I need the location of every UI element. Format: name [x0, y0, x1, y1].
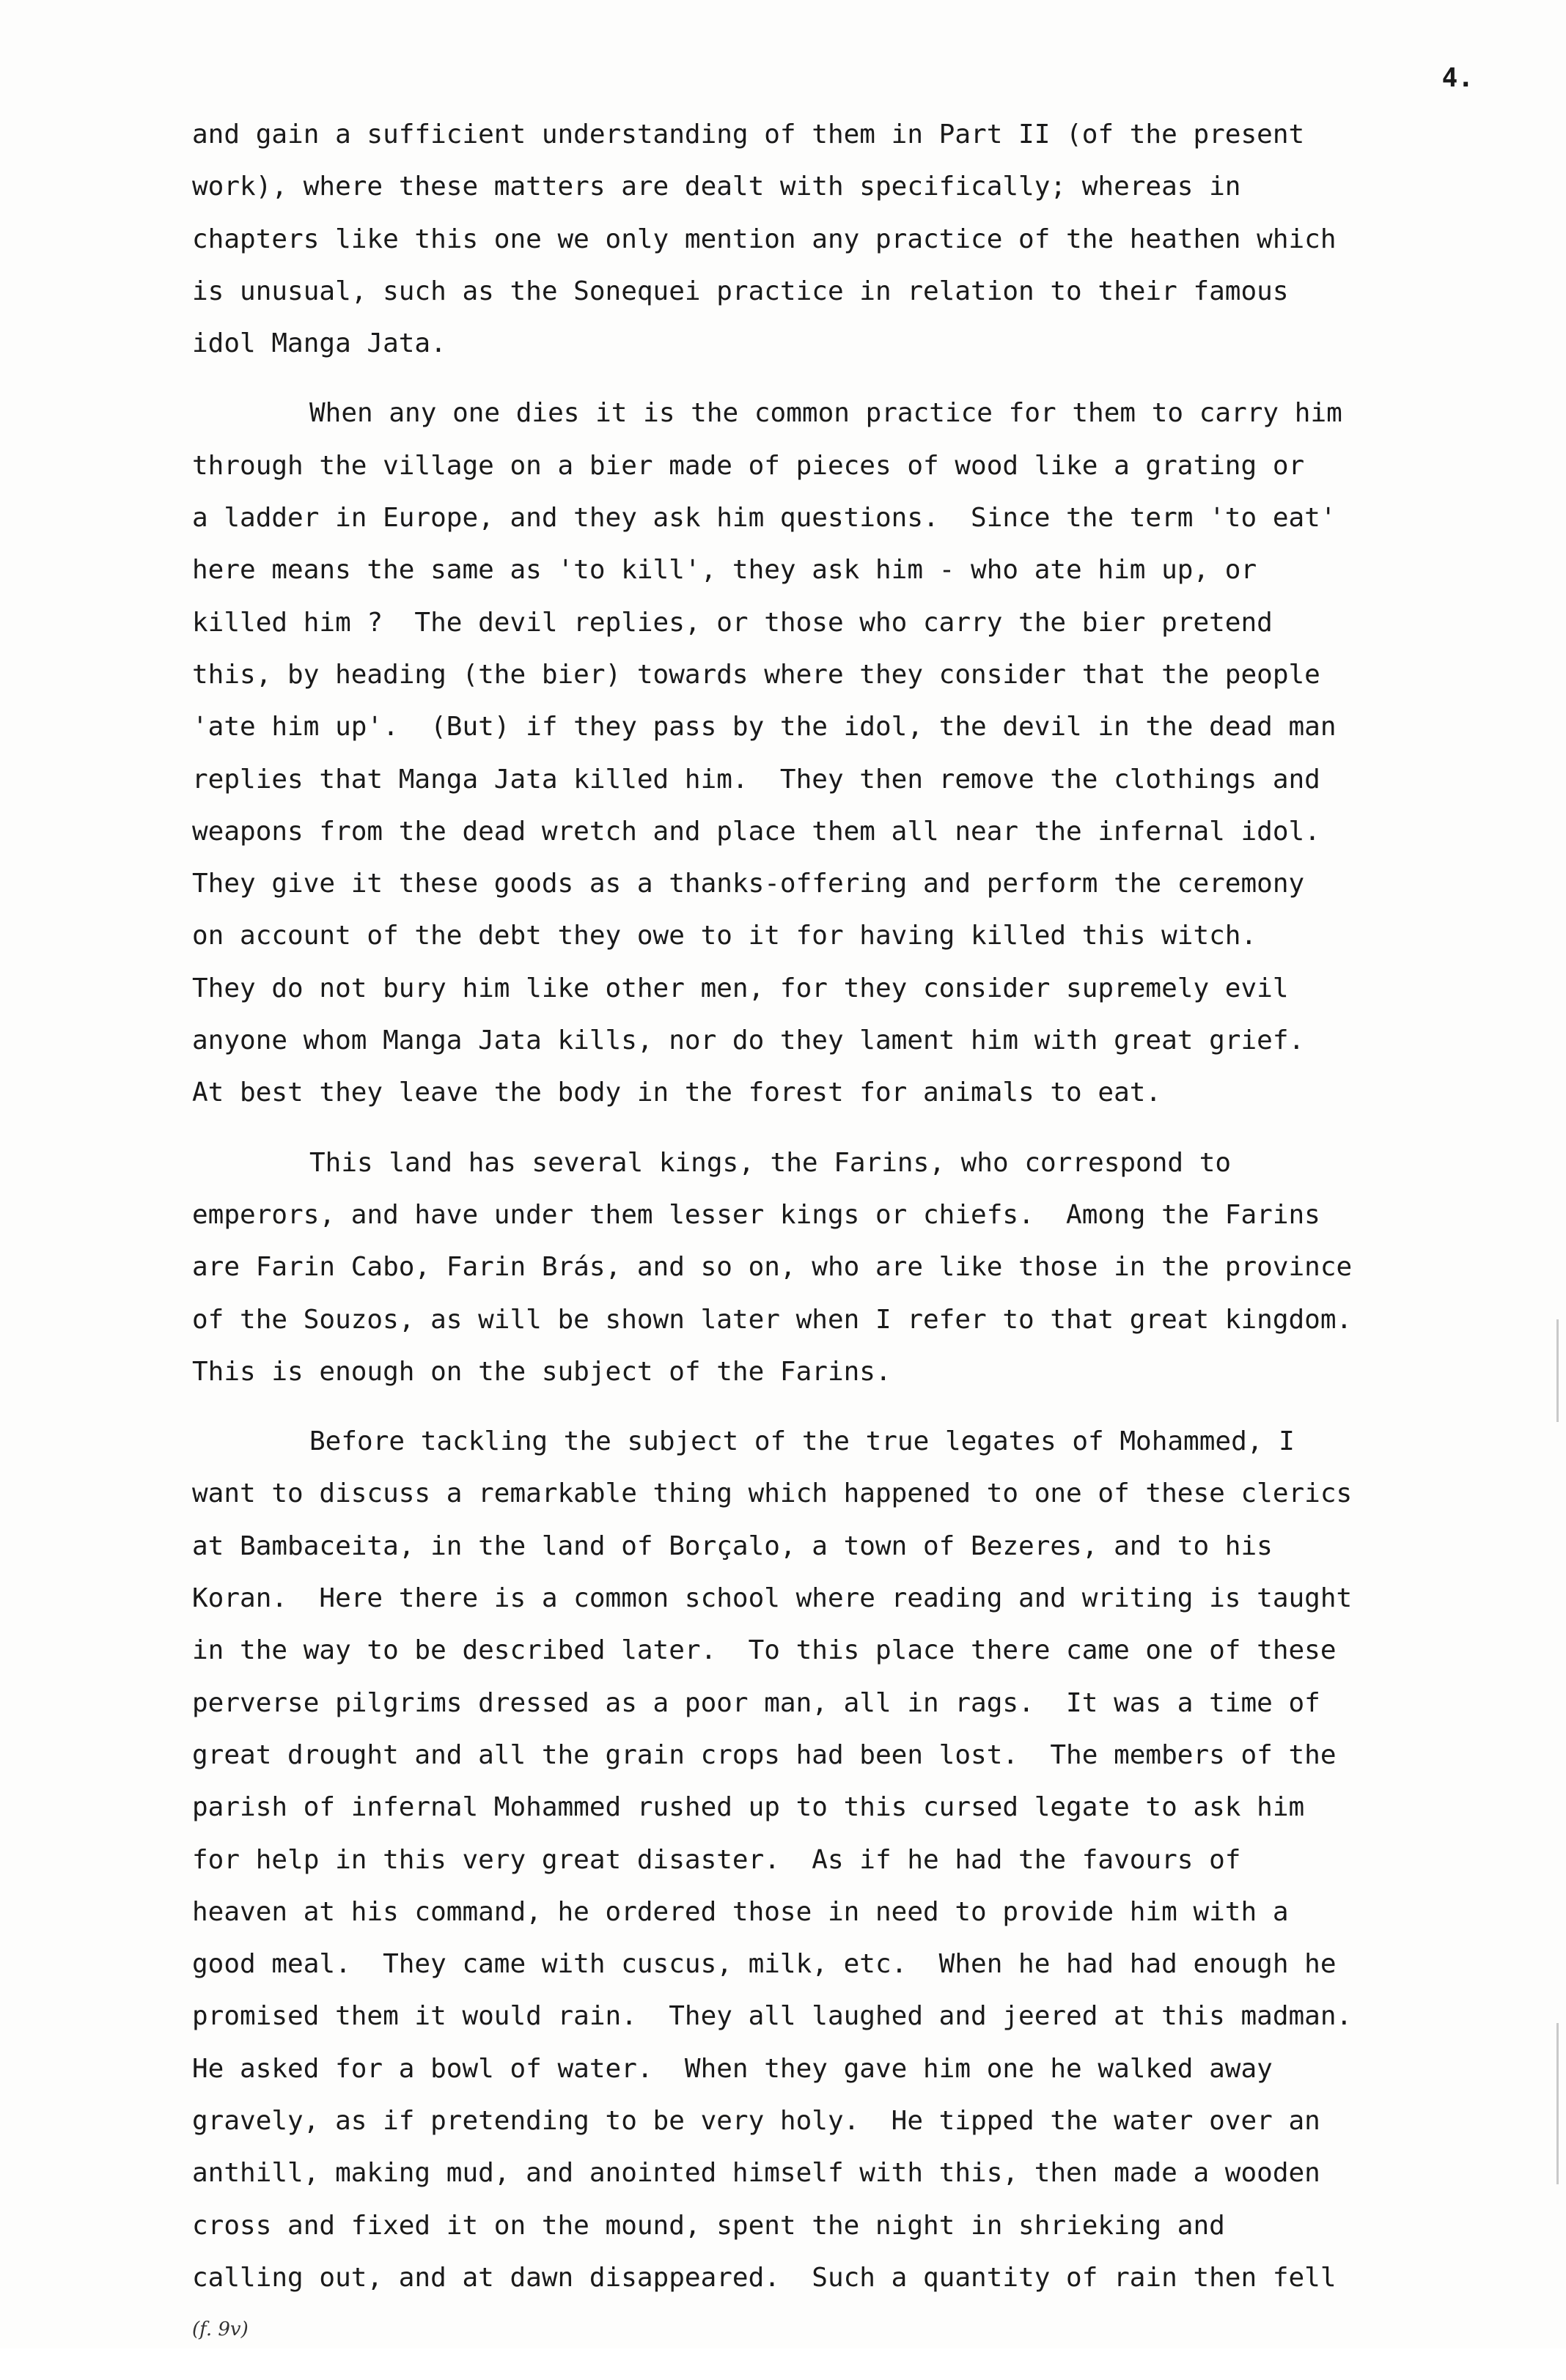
text-line: killed him ? The devil replies, or those who carry the bier pretend	[192, 607, 1273, 638]
text-line: At best they leave the body in the forest for animals to eat.	[192, 1077, 1162, 1108]
text-line: Koran. Here there is a common school where reading and writing is taught	[192, 1583, 1353, 1614]
text-line: of the Souzos, as will be shown later when I refer to that great kingdom.	[192, 1304, 1353, 1335]
text-line: idol Manga Jata.	[192, 328, 446, 359]
text-line: perverse pilgrims dressed as a poor man, all in rags. It was a time of	[192, 1687, 1320, 1718]
text-line: heaven at his command, he ordered those in need to provide him with a	[192, 1896, 1289, 1927]
text-line: 'ate him up'. (But) if they pass by the idol, the devil in the dead man	[192, 712, 1337, 743]
text-line: anthill, making mud, and anointed himself with this, then made a wooden	[192, 2158, 1320, 2189]
text-line: in the way to be described later. To this place there came one of these	[192, 1635, 1337, 1666]
scan-edge-mark	[1556, 2023, 1559, 2184]
text-line: and gain a sufficient understanding of them in Part II (of the present	[192, 119, 1305, 150]
text-line: great drought and all the grain crops had been lost. The members of the	[192, 1739, 1337, 1770]
text-line: parish of infernal Mohammed rushed up to this cursed legate to ask him	[192, 1792, 1305, 1823]
text-line: cross and fixed it on the mound, spent the night in shrieking and	[192, 2210, 1225, 2241]
handwritten-annotation: (f. 9v)	[192, 2318, 249, 2341]
text-line: Before tackling the subject of the true legates of Mohammed, I	[309, 1426, 1295, 1457]
text-line: He asked for a bowl of water. When they gave him one he walked away	[192, 2053, 1273, 2084]
paragraph-3	[192, 1137, 1482, 1398]
text-line: emperors, and have under them lesser kings or chiefs. Among the Farins	[192, 1199, 1320, 1230]
text-line: a ladder in Europe, and they ask him questions. Since the term 'to eat'	[192, 503, 1337, 534]
text-line: This land has several kings, the Farins, who correspond to	[309, 1147, 1232, 1178]
text-line: chapters like this one we only mention any practice of the heathen which	[192, 224, 1337, 254]
text-line: is unusual, such as the Sonequei practice in relation to their famous	[192, 276, 1289, 306]
text-line: replies that Manga Jata killed him. They then remove the clothings and	[192, 764, 1320, 795]
text-line: When any one dies it is the common practice for them to carry him	[309, 398, 1342, 429]
text-line: calling out, and at dawn disappeared. Such a quantity of rain then fell	[192, 2262, 1337, 2293]
text-line: This is enough on the subject of the Farins.	[192, 1356, 892, 1387]
text-line: promised them it would rain. They all laughed and jeered at this madman.	[192, 2001, 1353, 2032]
paragraph-1	[192, 108, 1482, 369]
body-text	[192, 108, 1482, 2380]
text-line: through the village on a bier made of pieces of wood like a grating or	[192, 450, 1305, 481]
text-line: this, by heading (the bier) towards where they consider that the people	[192, 659, 1320, 690]
text-line: are Farin Cabo, Farin Brás, and so on, who are like those in the province	[192, 1252, 1353, 1283]
handwritten-annotation-line	[192, 2304, 1482, 2362]
text-line: gravely, as if pretending to be very holy. He tipped the water over an	[192, 2105, 1320, 2136]
text-line: work), where these matters are dealt with specifically; whereas in	[192, 172, 1241, 202]
text-line: They give it these goods as a thanks-offering and perform the ceremony	[192, 869, 1305, 899]
page-number: 4.	[1441, 63, 1474, 93]
text-line: for help in this very great disaster. As if he had the favours of	[192, 1844, 1241, 1875]
paragraph-2	[192, 387, 1482, 1119]
text-line: good meal. They came with cuscus, milk, etc. When he had had enough he	[192, 1949, 1337, 1980]
text-line: weapons from the dead wretch and place them all near the infernal idol.	[192, 816, 1320, 847]
scan-edge-mark	[1556, 1319, 1559, 1422]
text-line: anyone whom Manga Jata kills, nor do they lament him with great grief.	[192, 1025, 1305, 1056]
text-line: They do not bury him like other men, for they consider supremely evil	[192, 973, 1289, 1003]
text-line: want to discuss a remarkable thing which happened to one of these clerics	[192, 1478, 1353, 1509]
text-line: on account of the debt they owe to it for having killed this witch.	[192, 921, 1257, 951]
text-line: at Bambaceita, in the land of Borçalo, a town of Bezeres, and to his	[192, 1530, 1273, 1561]
text-line: here means the same as 'to kill', they ask him - who ate him up, or	[192, 555, 1257, 586]
paragraph-4	[192, 1415, 1482, 2362]
